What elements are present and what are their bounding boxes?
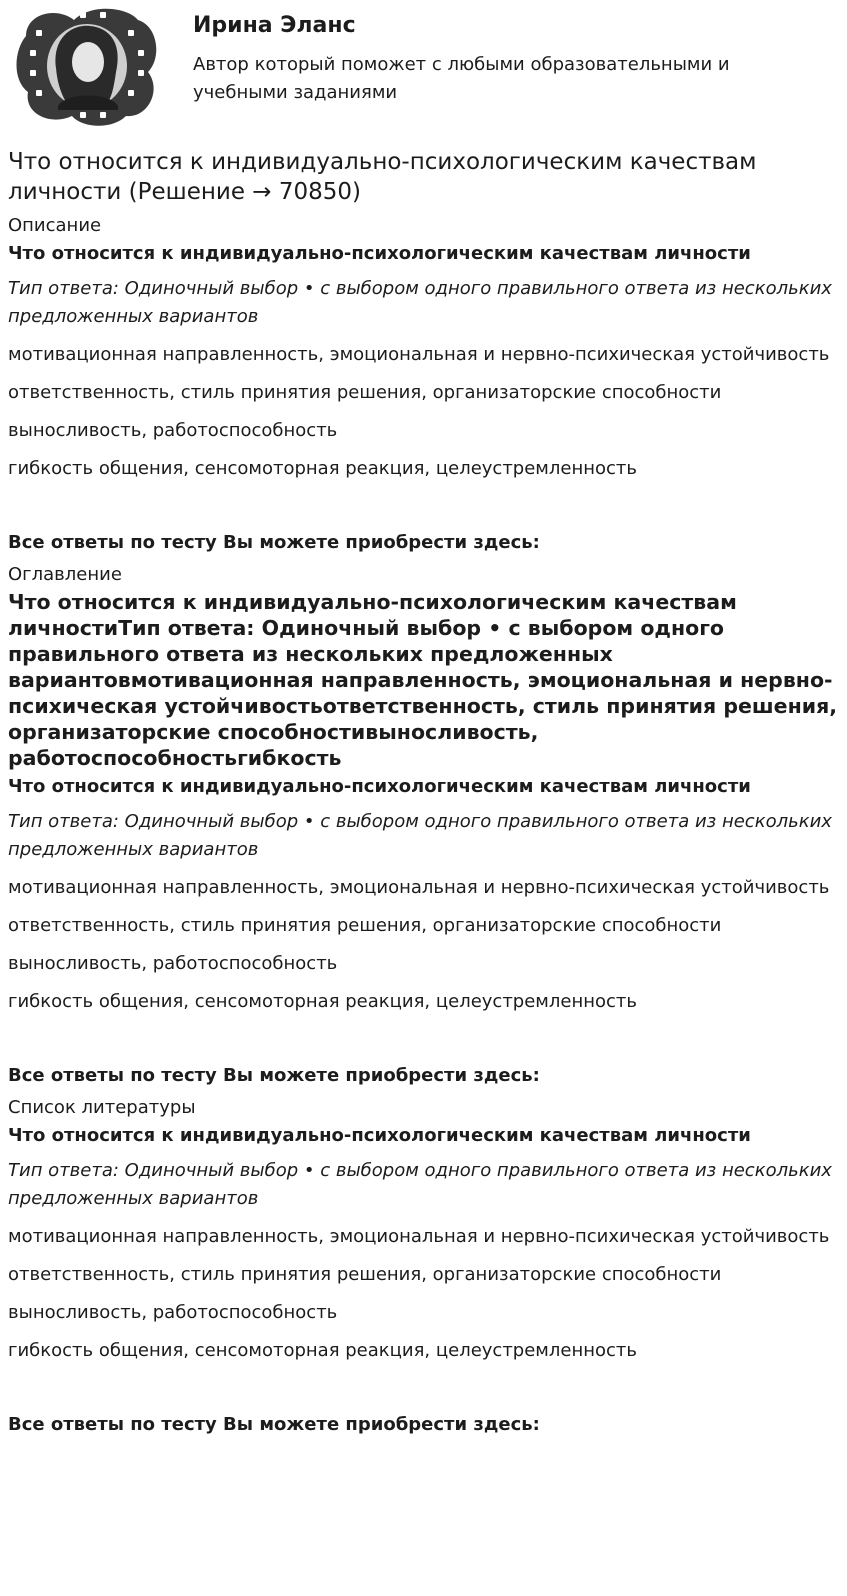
answer-type: Тип ответа: Одиночный выбор • с выбором одного правильного ответа из нескольких предложенных вариантов <box>8 811 832 860</box>
answer-option: ответственность, стиль принятия решения, организаторские способности <box>8 1264 722 1285</box>
answer-option: гибкость общения, сенсомоторная реакция, целеустремленность <box>8 1340 638 1361</box>
answer-type: Тип ответа: Одиночный выбор • с выбором одного правильного ответа из нескольких предложенных вариантов <box>8 1160 832 1209</box>
answer-option: гибкость общения, сенсомоторная реакция, целеустремленность <box>8 458 638 479</box>
toc-heading: Что относится к индивидуально-психологическим качествам личностиТип ответа: Одиночный выбор • с выбором одного правильного ответа из нескольких предложенных вариантовмотивационная направленность, эмоциональная и нервно-психическая устойчивостьответственность, стиль принятия решения, организаторские способностивыносливость, работоспособностьгибкость <box>8 590 838 770</box>
toc-section <box>8 563 839 1088</box>
author-name: Ирина Эланс <box>193 13 356 38</box>
question-text: Что относится к индивидуально-психологическим качествам личности <box>8 243 751 264</box>
answer-option: выносливость, работоспособность <box>8 420 338 441</box>
answer-option: ответственность, стиль принятия решения, организаторские способности <box>8 382 722 403</box>
answer-option: мотивационная направленность, эмоциональная и нервно-психическая устойчивость <box>8 1226 830 1247</box>
author-description: Автор который поможет с любыми образовательными и учебными заданиями <box>193 54 730 103</box>
buy-note: Все ответы по тесту Вы можете приобрести здесь: <box>8 1065 540 1086</box>
section-label-description: Описание <box>8 215 102 236</box>
question-text: Что относится к индивидуально-психологическим качествам личности <box>8 1125 751 1146</box>
answer-option: мотивационная направленность, эмоциональная и нервно-психическая устойчивость <box>8 877 830 898</box>
buy-note: Все ответы по тесту Вы можете приобрести здесь: <box>8 532 540 553</box>
question-text: Что относится к индивидуально-психологическим качествам личности <box>8 776 751 797</box>
author-avatar <box>16 6 158 126</box>
page-title: Что относится к индивидуально-психологическим качествам личности (Решение → 70850) <box>8 149 757 205</box>
buy-note: Все ответы по тесту Вы можете приобрести здесь: <box>8 1414 540 1435</box>
section-label-toc: Оглавление <box>8 564 122 585</box>
answer-type: Тип ответа: Одиночный выбор • с выбором одного правильного ответа из нескольких предложенных вариантов <box>8 278 832 327</box>
answer-option: выносливость, работоспособность <box>8 1302 338 1323</box>
answer-option: ответственность, стиль принятия решения, организаторские способности <box>8 915 722 936</box>
section-label-bibliography: Список литературы <box>8 1097 196 1118</box>
description-section <box>8 214 839 555</box>
answer-option: выносливость, работоспособность <box>8 953 338 974</box>
answer-option: гибкость общения, сенсомоторная реакция, целеустремленность <box>8 991 638 1012</box>
bibliography-section <box>8 1096 839 1437</box>
author-block <box>8 0 839 132</box>
answer-option: мотивационная направленность, эмоциональная и нервно-психическая устойчивость <box>8 344 830 365</box>
